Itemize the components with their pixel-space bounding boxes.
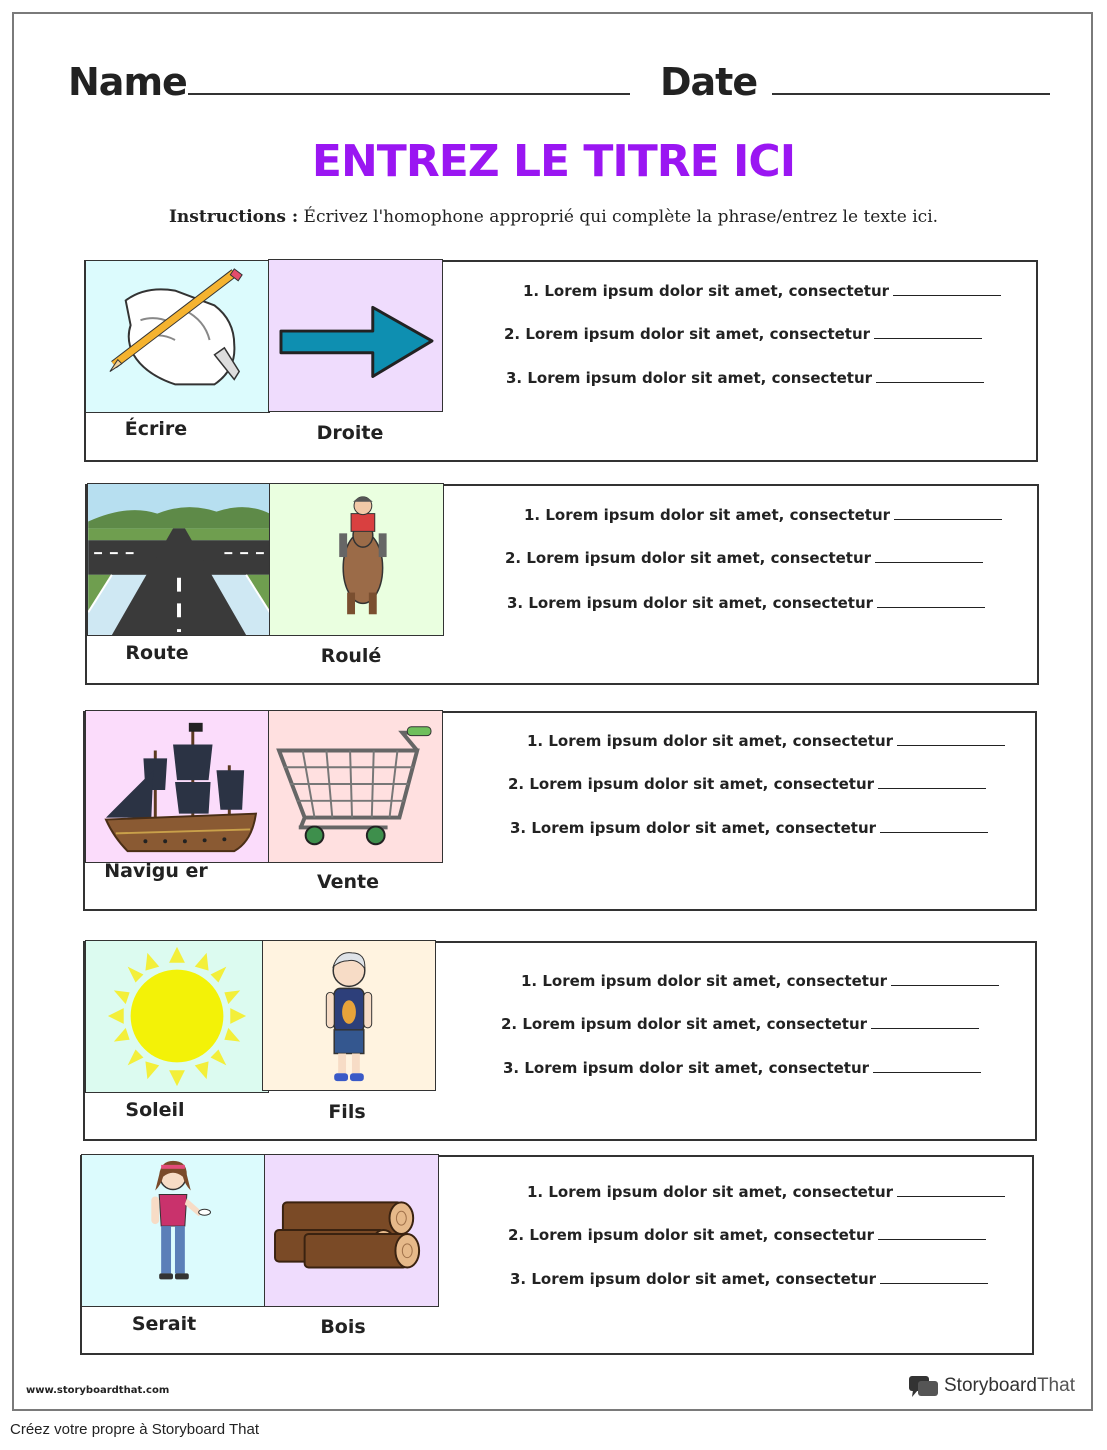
logo-bold: That [1036,1375,1075,1396]
name-line [188,93,630,95]
answer-blank[interactable] [891,973,999,986]
sentence-text: 1. Lorem ipsum dolor sit amet, consectetur [523,282,890,300]
word-serait: Serait [131,1313,197,1335]
instructions [0,207,1107,227]
sentence [508,1226,986,1244]
sentence [507,594,985,612]
word-route: Route [125,642,189,664]
answer-blank[interactable] [878,1227,986,1240]
sentence-text: 3. Lorem ipsum dolor sit amet, consectetur [503,1059,870,1077]
storyboardthat-logo-icon [908,1375,940,1399]
sentence [503,1059,981,1077]
answer-blank[interactable] [876,370,984,383]
image-cell-serait [81,1154,265,1307]
instructions-label: Instructions : [168,207,299,227]
sentence-text: 3. Lorem ipsum dolor sit amet, consectetur [507,594,874,612]
answer-blank[interactable] [877,595,985,608]
sentence-text: 1. Lorem ipsum dolor sit amet, consectetur [527,732,894,750]
sentence-text: 3. Lorem ipsum dolor sit amet, consectetur [510,819,877,837]
sentence-text: 3. Lorem ipsum dolor sit amet, consectetur [510,1270,877,1288]
word-droite: Droite [316,422,384,444]
arrow-right-icon [269,260,442,411]
sentence [506,369,984,387]
sentence-text: 2. Lorem ipsum dolor sit amet, consectetur [505,549,872,567]
hand-writing-icon [86,261,269,412]
sentence [501,1015,979,1033]
sentence [524,506,1002,524]
logs-icon [265,1155,438,1306]
answer-blank[interactable] [873,1060,981,1073]
date-label: Date [660,60,758,104]
answer-blank[interactable] [871,1016,979,1029]
shopping-cart-icon [269,711,442,862]
answer-blank[interactable] [880,1271,988,1284]
sentence-text: 3. Lorem ipsum dolor sit amet, consectetur [506,369,873,387]
image-cell-vente [268,710,443,863]
road-icon [88,484,270,635]
image-cell-droite [268,259,443,412]
image-cell-bois [264,1154,439,1307]
sentence-text: 2. Lorem ipsum dolor sit amet, consectetur [504,325,871,343]
sentence-text: 2. Lorem ipsum dolor sit amet, consectetur [508,1226,875,1244]
sentence-text: 1. Lorem ipsum dolor sit amet, consectetur [524,506,891,524]
sentence [523,282,1001,300]
word-soleil: Soleil [125,1099,185,1121]
answer-blank[interactable] [894,507,1002,520]
word-naviguer: Navigu er [104,860,208,882]
image-cell-ecrire [85,260,270,413]
sentence [504,325,982,343]
word-bois: Bois [320,1316,366,1338]
pirate-ship-icon [86,711,268,862]
image-cell-soleil [85,940,269,1093]
image-cell-roule [269,483,444,636]
name-label: Name [68,60,187,104]
sentence [510,1270,988,1288]
image-cell-naviguer [85,710,269,863]
answer-blank[interactable] [893,283,1001,296]
word-roule: Roulé [320,645,382,667]
sentence-text: 2. Lorem ipsum dolor sit amet, consectetur [508,775,875,793]
instructions-text: Écrivez l'homophone approprié qui complète la phrase/entrez le texte ici. [298,207,939,227]
sentence [527,732,1005,750]
boy-icon [263,941,435,1090]
date-line [772,93,1050,95]
answer-blank[interactable] [878,776,986,789]
answer-blank[interactable] [875,550,983,563]
horse-rider-icon [270,484,443,635]
sentence [521,972,999,990]
answer-blank[interactable] [897,1184,1005,1197]
image-cell-route [87,483,271,636]
sentence-text: 2. Lorem ipsum dolor sit amet, consectetur [501,1015,868,1033]
logo-main: Storyboard [944,1375,1037,1396]
answer-blank[interactable] [874,326,982,339]
sentence [508,775,986,793]
sun-icon [86,941,268,1092]
word-vente: Vente [316,871,380,893]
word-ecrire: Écrire [124,418,188,440]
storyboardthat-logo[interactable] [908,1374,1083,1400]
page-title: ENTREZ LE TITRE ICI [311,136,796,187]
sentence [505,549,983,567]
word-fils: Fils [328,1101,366,1123]
logo-text [944,1375,1075,1397]
answer-blank[interactable] [897,733,1005,746]
sentence-text: 1. Lorem ipsum dolor sit amet, consectetur [527,1183,894,1201]
credit-text[interactable]: Créez votre propre à Storyboard That [10,1421,260,1438]
footer-url[interactable]: www.storyboardthat.com [26,1385,170,1396]
sentence [527,1183,1005,1201]
image-cell-fils [262,940,436,1091]
sentence-text: 1. Lorem ipsum dolor sit amet, consectetur [521,972,888,990]
answer-blank[interactable] [880,820,988,833]
girl-icon [82,1155,264,1306]
sentence [510,819,988,837]
